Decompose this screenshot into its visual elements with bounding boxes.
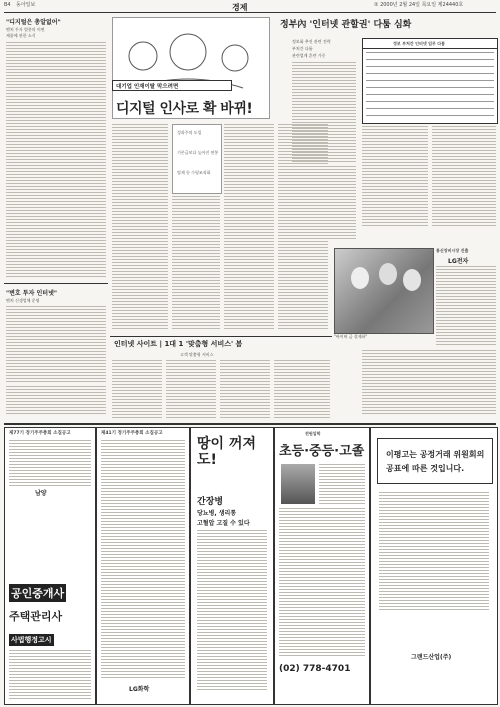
ad-1-headline-3: 사법행정고시	[11, 636, 52, 644]
article-body-2	[6, 306, 106, 382]
ad-section-rule	[4, 423, 496, 425]
headline-2: "변호 투자 인터넷"	[6, 290, 58, 297]
right-subhead-1: 정보화 추진 관련 전략	[292, 39, 331, 44]
article-body-4c	[432, 126, 496, 226]
photo-caption: "싸이버 금 결제하"	[334, 334, 368, 339]
ad-5	[370, 427, 498, 705]
ad-3-body	[197, 530, 267, 690]
ad-2	[96, 427, 190, 705]
key-point: 팀제 등 수평조직화	[177, 170, 211, 175]
article-body-3c	[224, 124, 274, 331]
ad-4-headline: 초등·중등·고졸	[279, 444, 365, 459]
table-rows	[366, 52, 494, 120]
ad-2-logo: LG화학	[129, 686, 150, 693]
article-body-6a	[112, 360, 162, 418]
ad-4-photo	[281, 464, 315, 504]
photo-subject	[351, 267, 369, 289]
ad-5-headline-1: 이평고는 공정거래 위원회의	[386, 450, 485, 459]
ad-2-body	[101, 440, 185, 680]
ad-3	[190, 427, 274, 705]
ad-5-frame	[377, 438, 493, 484]
article-body-4a	[292, 62, 356, 162]
article-body-5b	[362, 350, 496, 416]
ad-5-body	[379, 492, 489, 612]
page-number: B4	[4, 2, 11, 8]
article-body-5	[436, 266, 496, 346]
ad-3-headline: 땅이 꺼져도!	[197, 436, 256, 468]
ad-1-lower	[5, 578, 95, 704]
ministry-table	[362, 38, 498, 124]
masthead-rule	[4, 12, 496, 13]
table-title: 정보 부처간 인터넷 업무 다툼	[393, 41, 445, 46]
banner-tag	[112, 80, 232, 91]
ad-4-title: 전원입학	[305, 431, 321, 436]
subhead-2: 벤처 신생업체 운영	[6, 298, 40, 303]
photo-subject	[379, 263, 397, 285]
ad-4	[274, 427, 370, 705]
band-rule	[110, 336, 332, 337]
paper-name: 동아일보	[16, 2, 36, 8]
divider	[4, 283, 108, 284]
ad-2-title: 제41기 정기주주총회 소집공고	[101, 431, 163, 436]
ad-4-phone: (02) 778-4701	[279, 664, 351, 674]
ad-1-logo: 남양	[35, 490, 47, 497]
subhead-1b: 제품에 관한 소식	[6, 33, 36, 38]
lg-headline: LG전자	[448, 258, 469, 265]
banner-tag-text: 대기업 인재이탈 막으려면	[116, 84, 179, 90]
key-point: 성과주의 도입	[177, 130, 202, 135]
right-subhead-3: 관련업계 혼란 가중	[292, 53, 326, 58]
ad-3-line-1: 간장병	[197, 497, 224, 507]
lg-subhead: 통신장비시장 진출	[436, 248, 469, 253]
article-body-4d	[292, 166, 356, 241]
article-body-6c	[220, 360, 270, 418]
key-points-box	[172, 124, 222, 194]
banner-title: 디지털 인사로 확 바뀌!	[116, 101, 253, 117]
article-body-4b	[362, 126, 428, 226]
table-rule	[363, 48, 497, 49]
ad-5-headline-2: 공표에 따른 것입니다.	[386, 464, 465, 473]
ad-4-body	[319, 464, 365, 504]
article-body-1	[6, 42, 106, 279]
ad-4-list	[279, 508, 365, 658]
news-photo	[334, 248, 434, 334]
issue-date: ② 2000년 2월 24일 목요일 제24440호	[374, 2, 464, 8]
article-body-2b	[6, 386, 106, 416]
key-point: 기존급보다 높아진 연봉	[177, 150, 219, 155]
ad-3-line-3: 고혈압 고질 수 있다	[197, 520, 250, 527]
article-body-3a	[112, 124, 168, 331]
right-headline: 정부內 '인터넷 관할권' 다툼 심화	[280, 20, 412, 30]
article-body-6b	[166, 360, 216, 418]
ad-1-text	[9, 650, 91, 700]
ad-1-headline-1: 공인중개사	[9, 584, 66, 602]
ad-1-body	[9, 440, 91, 486]
subhead-1a: 벤처 투자 열풍의 이면	[6, 27, 45, 32]
photo-subject	[403, 269, 421, 291]
band-title: 인터넷 사이트 | 1대 1 '맞춤형 서비스' 봄	[114, 340, 243, 348]
headline-1: "디지털은 총알없어"	[6, 19, 61, 26]
ad-1	[4, 427, 96, 705]
article-body-3b	[172, 196, 220, 331]
ad-5-company: 그랜드산업(주)	[411, 654, 452, 661]
band-bar	[110, 338, 332, 348]
ad-3-line-2: 당뇨병, 생리통	[197, 510, 237, 517]
section-title: 경제	[232, 3, 248, 12]
ad-1-title: 제77기 정기주주총회 소집공고	[9, 431, 71, 436]
ad-1-headline-2: 주택관리사	[9, 610, 63, 623]
illustration-drawing	[113, 18, 269, 108]
right-subhead-2: 부처간 다툼	[292, 46, 313, 51]
band-subhead: 고객 맞춤형 서비스	[180, 352, 214, 357]
masthead	[4, 2, 496, 11]
article-body-6d	[274, 360, 330, 418]
